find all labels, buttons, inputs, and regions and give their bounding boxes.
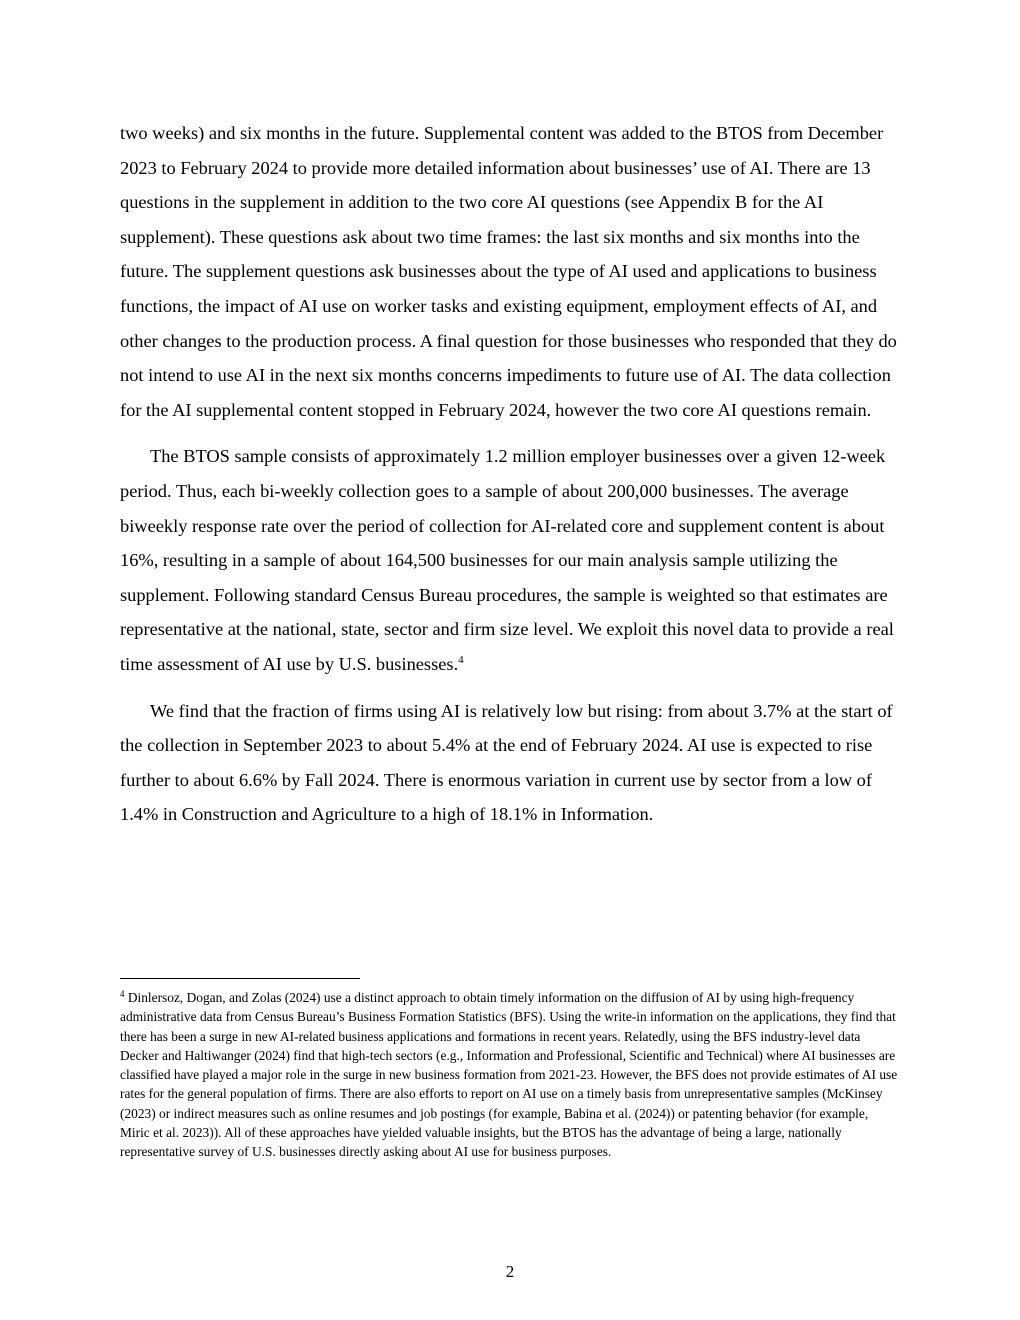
- paragraph-3: [120, 694, 900, 832]
- page-number: 2: [505, 1262, 515, 1281]
- paragraph-1-text: two weeks) and six months in the future. Supplemental content was added to the BTOS from December 2023 to February 2024 to provide more detailed information about businesses’ use of AI. There are 13 questions in the supplement in addition to the two core AI questions (see Appendix B for the AI supplement). These questions ask about two time frames: the last six months and six months into the future. The supplement questions ask businesses about the type of AI used and applications to business functions, the impact of AI use on worker tasks and existing equipment, employment effects of AI, and other changes to the production process. A final question for those businesses who responded that they do not intend to use AI in the next six months concerns impediments to future use of AI. The data collection for the AI supplemental content stopped in February 2024, however the two core AI questions remain.: [120, 123, 897, 420]
- footnote: [120, 988, 900, 1162]
- paragraph-1: [120, 116, 900, 427]
- footnote-separator: [120, 978, 360, 979]
- body-text: [120, 116, 900, 844]
- paragraph-2-text: The BTOS sample consists of approximately 1.2 million employer businesses over a given 12-week period. Thus, each bi-weekly collection goes to a sample of about 200,000 businesses. The average biweekly response rate over the period of collection for AI-related core and supplement content is about 16%, resulting in a sample of about 164,500 businesses for our main analysis sample utilizing the supplement. Following standard Census Bureau procedures, the sample is weighted so that estimates are representative at the national, state, sector and firm size level. We exploit this novel data to provide a real time assessment of AI use by U.S. businesses.: [120, 446, 894, 674]
- footnote-reference[interactable]: 4: [458, 653, 464, 666]
- paragraph-3-text: We find that the fraction of firms using AI is relatively low but rising: from about 3.7% at the start of the collection in September 2023 to about 5.4% at the end of February 2024. AI use is expected to rise further to about 6.6% by Fall 2024. There is enormous variation in current use by sector from a low of 1.4% in Construction and Agriculture to a high of 18.1% in Information.: [120, 700, 893, 825]
- paragraph-2: [120, 439, 900, 681]
- footnote-text: Dinlersoz, Dogan, and Zolas (2024) use a distinct approach to obtain timely information on the diffusion of AI by using high-frequency administrative data from Census Bureau’s Business Formation Statistics (BFS). Using the write-in information on the applications, they find that there has been a surge in new AI-related business applications and formations in recent years. Relatedly, using the BFS industry-level data Decker and Haltiwanger (2024) find that high-tech sectors (e.g., Information and Professional, Scientific and Technical) where AI businesses are classified have played a major role in the surge in new business formation from 2021-23. However, the BFS does not provide estimates of AI use rates for the general population of firms. There are also efforts to report on AI use on a timely basis from unrepresentative samples (McKinsey (2023) or indirect measures such as online resumes and job postings (for example, Babina et al. (2024)) or patenting behavior (for example, Miric et al. 2023)). All of these approaches have yielded valuable insights, but the BTOS has the advantage of being a large, nationally representative survey of U.S. businesses directly asking about AI use for business purposes.: [120, 990, 898, 1160]
- footnote-marker: 4: [120, 989, 125, 999]
